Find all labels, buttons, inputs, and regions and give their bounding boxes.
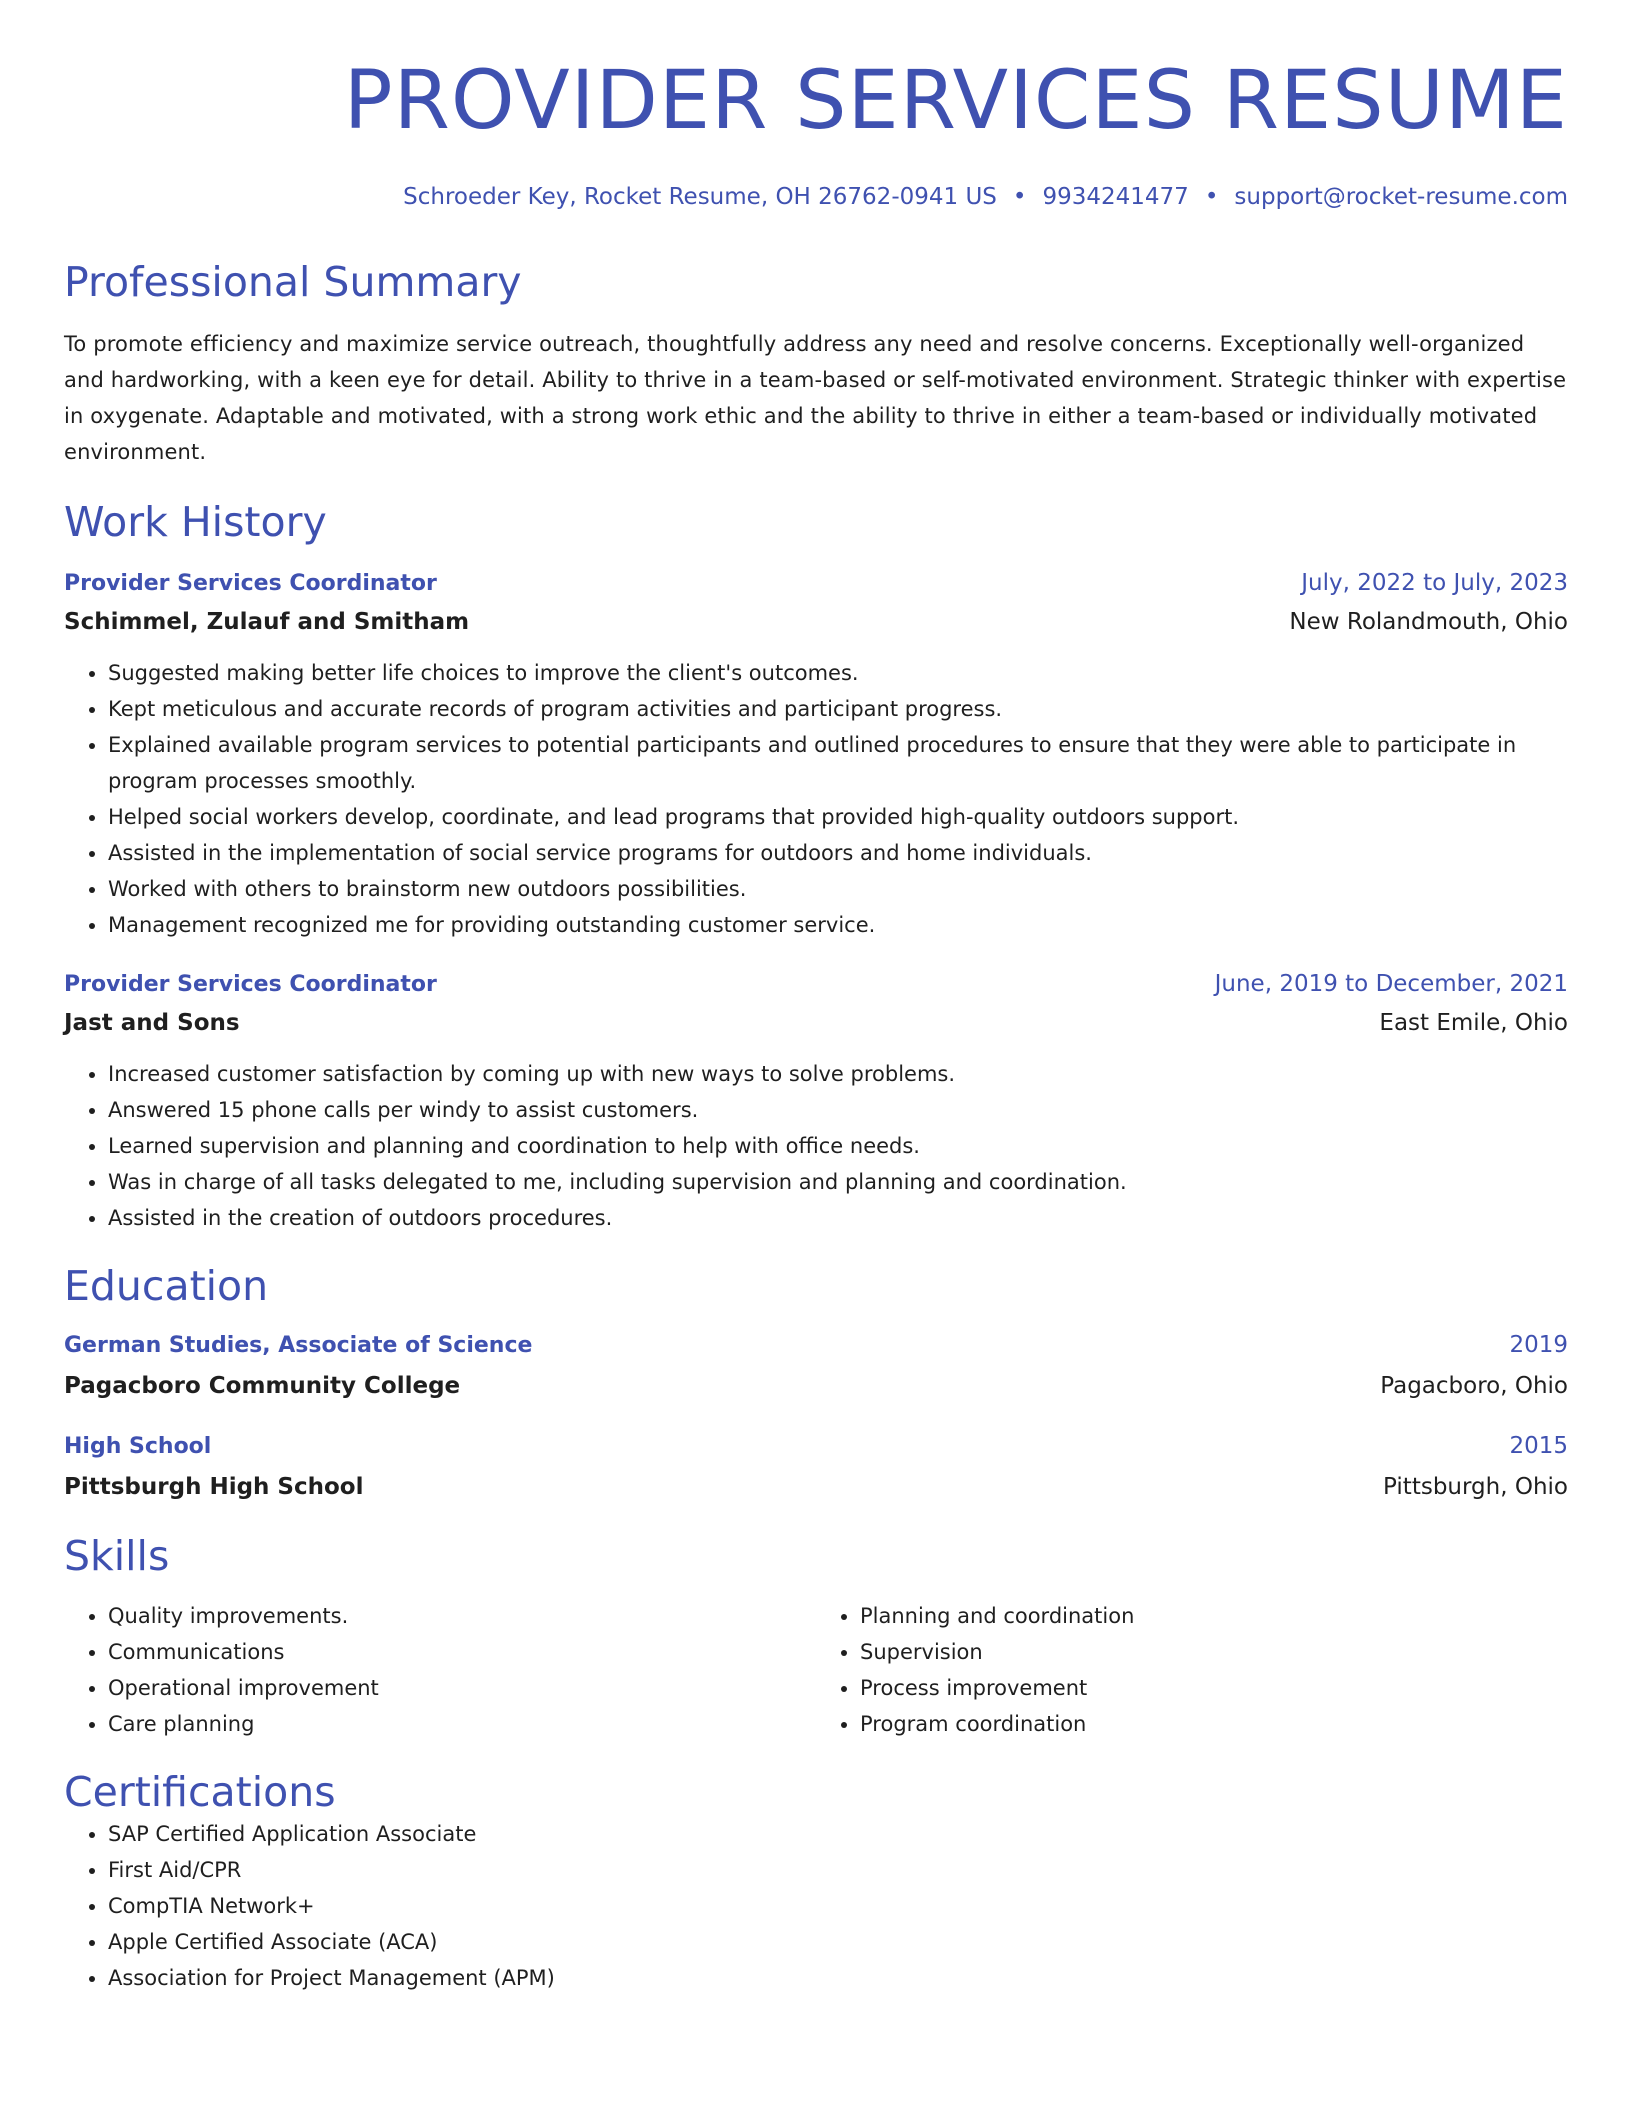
contact-phone: 9934241477 — [1042, 184, 1189, 210]
job-bullet: • Learned supervision and planning and coordination to help with office needs. — [108, 1128, 1568, 1164]
job-title-row — [64, 969, 1568, 1000]
job-employer: Jast and Sons — [64, 1010, 240, 1036]
work-history-section — [64, 498, 1568, 1236]
education-entry — [64, 1330, 1568, 1401]
resume-header — [64, 0, 1568, 212]
skills-column-left — [64, 1598, 816, 1742]
job-bullet: • Worked with others to brainstorm new outdoors possibilities. — [108, 871, 1568, 907]
education-degree: German Studies, Associate of Science — [64, 1333, 533, 1358]
education-year: 2015 — [1509, 1433, 1568, 1459]
skill-item: • Supervision — [860, 1634, 1568, 1670]
skill-item: • Process improvement — [860, 1670, 1568, 1706]
certifications-list — [64, 1816, 1568, 1996]
job-title: Provider Services Coordinator — [64, 571, 437, 596]
education-section — [64, 1262, 1568, 1502]
skill-item: • Planning and coordination — [860, 1598, 1568, 1634]
job-location: New Rolandmouth, Ohio — [1289, 609, 1568, 635]
skills-column-right — [816, 1598, 1568, 1742]
summary-text: To promote efficiency and maximize service outreach, thoughtfully address any need and resolve concerns. Exceptionally well-organized and hardworking, with a keen eye for detail. Ability to thrive in a team-based or self-motivated environment. Strategic thinker with expertise in oxygenate. Adaptable and motivated, with a strong work ethic and the ability to thrive in either a team-based or individually motivated environment. — [64, 332, 1567, 464]
job-employer-row — [64, 607, 1568, 637]
work-history-heading: Work History — [64, 498, 327, 546]
education-school-row — [64, 1472, 1568, 1502]
job-location: East Emile, Ohio — [1379, 1010, 1568, 1036]
job-bullet: • Answered 15 phone calls per windy to assist customers. — [108, 1092, 1568, 1128]
job-bullet: • Explained available program services to potential participants and outlined procedures to ensure that they were able to participate in program processes smoothly. — [108, 727, 1568, 799]
job-bullet: • Assisted in the implementation of social service programs for outdoors and home individuals. — [108, 835, 1568, 871]
contact-address: Schroeder Key, Rocket Resume, OH 26762-0941 US — [403, 184, 997, 210]
education-degree: High School — [64, 1434, 212, 1459]
contact-line — [64, 182, 1568, 212]
skills-columns — [64, 1598, 1568, 1742]
summary-heading: Professional Summary — [64, 258, 522, 306]
education-entry — [64, 1431, 1568, 1502]
certification-item: • Apple Certified Associate (ACA) — [108, 1924, 1568, 1960]
certification-item: • CompTIA Network+ — [108, 1888, 1568, 1924]
job-bullet: • Management recognized me for providing outstanding customer service. — [108, 907, 1568, 943]
skills-heading: Skills — [64, 1532, 170, 1580]
job-bullet: • Helped social workers develop, coordinate, and lead programs that provided high-quality outdoors support. — [108, 799, 1568, 835]
education-school: Pittsburgh High School — [64, 1474, 364, 1500]
certification-item: • SAP Certified Application Associate — [108, 1816, 1568, 1852]
skills-list — [816, 1598, 1568, 1742]
job-bullet: • Suggested making better life choices to improve the client's outcomes. — [108, 655, 1568, 691]
job-title-row — [64, 568, 1568, 599]
contact-separator: • — [1204, 184, 1219, 210]
certifications-section — [64, 1768, 1568, 1996]
skill-item: • Operational improvement — [108, 1670, 816, 1706]
job-entry — [64, 568, 1568, 943]
education-year: 2019 — [1509, 1332, 1568, 1358]
job-dates: June, 2019 to December, 2021 — [1214, 971, 1568, 997]
education-school: Pagacboro Community College — [64, 1373, 461, 1399]
job-bullets — [64, 655, 1568, 943]
certification-item: • Association for Project Management (APM) — [108, 1960, 1568, 1996]
job-entry — [64, 969, 1568, 1236]
contact-email[interactable]: support@rocket-resume.com — [1234, 184, 1568, 210]
certification-item: • First Aid/CPR — [108, 1852, 1568, 1888]
skill-item: • Care planning — [108, 1706, 816, 1742]
education-heading: Education — [64, 1262, 269, 1310]
job-employer-row — [64, 1008, 1568, 1038]
job-bullets — [64, 1056, 1568, 1236]
skill-item: • Communications — [108, 1634, 816, 1670]
resume-title: PROVIDER SERVICES RESUME — [343, 54, 1568, 148]
education-location: Pagacboro, Ohio — [1380, 1373, 1568, 1399]
job-bullet: • Increased customer satisfaction by coming up with new ways to solve problems. — [108, 1056, 1568, 1092]
education-degree-row — [64, 1431, 1568, 1462]
education-degree-row — [64, 1330, 1568, 1361]
job-dates: July, 2022 to July, 2023 — [1301, 570, 1568, 596]
education-school-row — [64, 1371, 1568, 1401]
certifications-heading: Certifications — [64, 1768, 336, 1816]
education-location: Pittsburgh, Ohio — [1383, 1474, 1568, 1500]
job-employer: Schimmel, Zulauf and Smitham — [64, 609, 470, 635]
job-title: Provider Services Coordinator — [64, 972, 437, 997]
contact-separator: • — [1012, 184, 1027, 210]
skill-item: • Program coordination — [860, 1706, 1568, 1742]
job-bullet: • Assisted in the creation of outdoors procedures. — [108, 1200, 1568, 1236]
summary-section — [64, 258, 1568, 470]
skill-item: • Quality improvements. — [108, 1598, 816, 1634]
job-bullet: • Was in charge of all tasks delegated to me, including supervision and planning and coordination. — [108, 1164, 1568, 1200]
skills-section — [64, 1532, 1568, 1742]
job-bullet: • Kept meticulous and accurate records of program activities and participant progress. — [108, 691, 1568, 727]
skills-list — [64, 1598, 816, 1742]
